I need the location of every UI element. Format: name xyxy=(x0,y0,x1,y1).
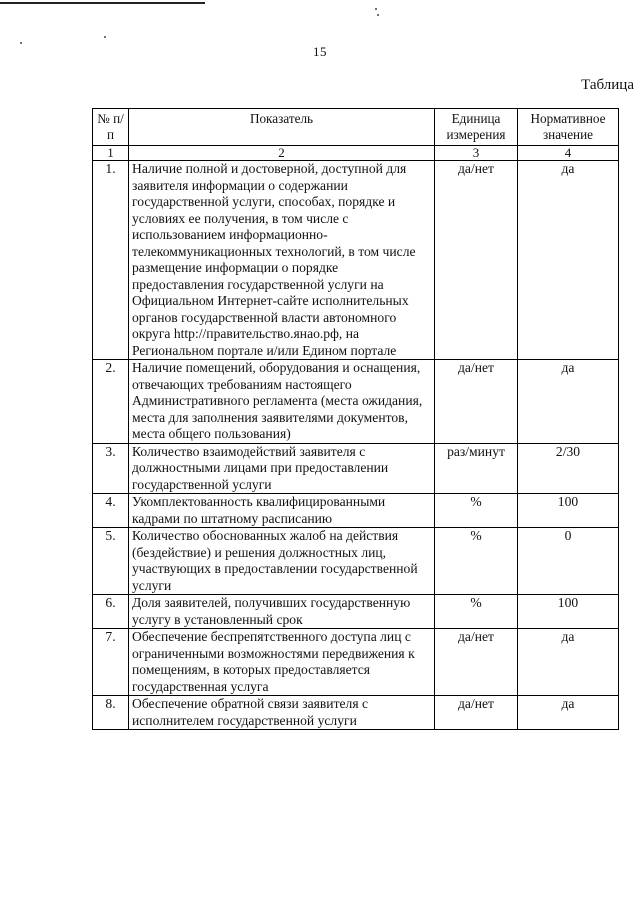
row-norm: да xyxy=(518,161,619,360)
row-norm: 100 xyxy=(518,595,619,629)
row-indicator: Обеспечение беспрепятственного доступа лиц с ограниченными возможностями передвижения к помещениям, в которых предоставляется государственная услуга xyxy=(129,629,435,696)
column-number: 1 xyxy=(93,146,129,161)
column-number: 4 xyxy=(518,146,619,161)
table-row xyxy=(93,443,619,494)
header-num: № п/п xyxy=(93,109,129,146)
header-unit: Единица измерения xyxy=(435,109,518,146)
column-number-row xyxy=(93,146,619,161)
row-norm: да xyxy=(518,629,619,696)
scan-speck xyxy=(377,14,379,16)
table-row xyxy=(93,161,619,360)
table-row xyxy=(93,360,619,444)
row-unit: раз/минут xyxy=(435,443,518,494)
row-indicator: Наличие помещений, оборудования и оснащения, отвечающих требованиям настоящего Административного регламента (места ожидания, места для заполнения заявителями документов, места общего пользования) xyxy=(129,360,435,444)
row-number: 8. xyxy=(93,696,129,730)
row-norm: 100 xyxy=(518,494,619,528)
table-header-row xyxy=(93,109,619,146)
row-indicator: Количество обоснованных жалоб на действия (бездействие) и решения должностных лиц, участвующих в предоставлении государственной услуги xyxy=(129,528,435,595)
row-number: 4. xyxy=(93,494,129,528)
row-norm: 2/30 xyxy=(518,443,619,494)
row-unit: % xyxy=(435,494,518,528)
column-number: 3 xyxy=(435,146,518,161)
row-indicator: Количество взаимодействий заявителя с должностными лицами при предоставлении государственной услуги xyxy=(129,443,435,494)
row-unit: да/нет xyxy=(435,161,518,360)
table-row xyxy=(93,528,619,595)
row-unit: да/нет xyxy=(435,360,518,444)
header-norm: Нормативное значение xyxy=(518,109,619,146)
table-row xyxy=(93,696,619,730)
table-caption: Таблица xyxy=(581,77,634,93)
row-unit: % xyxy=(435,528,518,595)
indicators-table xyxy=(92,108,619,730)
page-number: 15 xyxy=(313,44,327,59)
row-number: 5. xyxy=(93,528,129,595)
row-number: 6. xyxy=(93,595,129,629)
table-row xyxy=(93,629,619,696)
row-unit: да/нет xyxy=(435,696,518,730)
row-indicator: Наличие полной и достоверной, доступной для заявителя информации о содержании государственной услуги, способах, порядке и условиях ее получения, в том числе с использованием информационно-телекоммуникационных технологий, в том числе размещение информации о порядке предоставления государственной услуги на Официальном Интернет-сайте исполнительных органов государственной власти автономного округа http://правительство.янао.рф, на Региональном портале и/или Едином портале xyxy=(129,161,435,360)
row-number: 3. xyxy=(93,443,129,494)
row-number: 2. xyxy=(93,360,129,444)
row-unit: да/нет xyxy=(435,629,518,696)
table-row xyxy=(93,494,619,528)
scan-speck xyxy=(375,8,377,10)
row-number: 7. xyxy=(93,629,129,696)
header-indicator: Показатель xyxy=(129,109,435,146)
scan-artifact-line xyxy=(0,2,205,4)
row-unit: % xyxy=(435,595,518,629)
row-norm: да xyxy=(518,696,619,730)
row-indicator: Обеспечение обратной связи заявителя с исполнителем государственной услуги xyxy=(129,696,435,730)
row-indicator: Укомплектованность квалифицированными кадрами по штатному расписанию xyxy=(129,494,435,528)
row-norm: 0 xyxy=(518,528,619,595)
scan-speck xyxy=(104,36,106,38)
row-norm: да xyxy=(518,360,619,444)
column-number: 2 xyxy=(129,146,435,161)
row-indicator: Доля заявителей, получивших государственную услугу в установленный срок xyxy=(129,595,435,629)
table-row xyxy=(93,595,619,629)
row-number: 1. xyxy=(93,161,129,360)
